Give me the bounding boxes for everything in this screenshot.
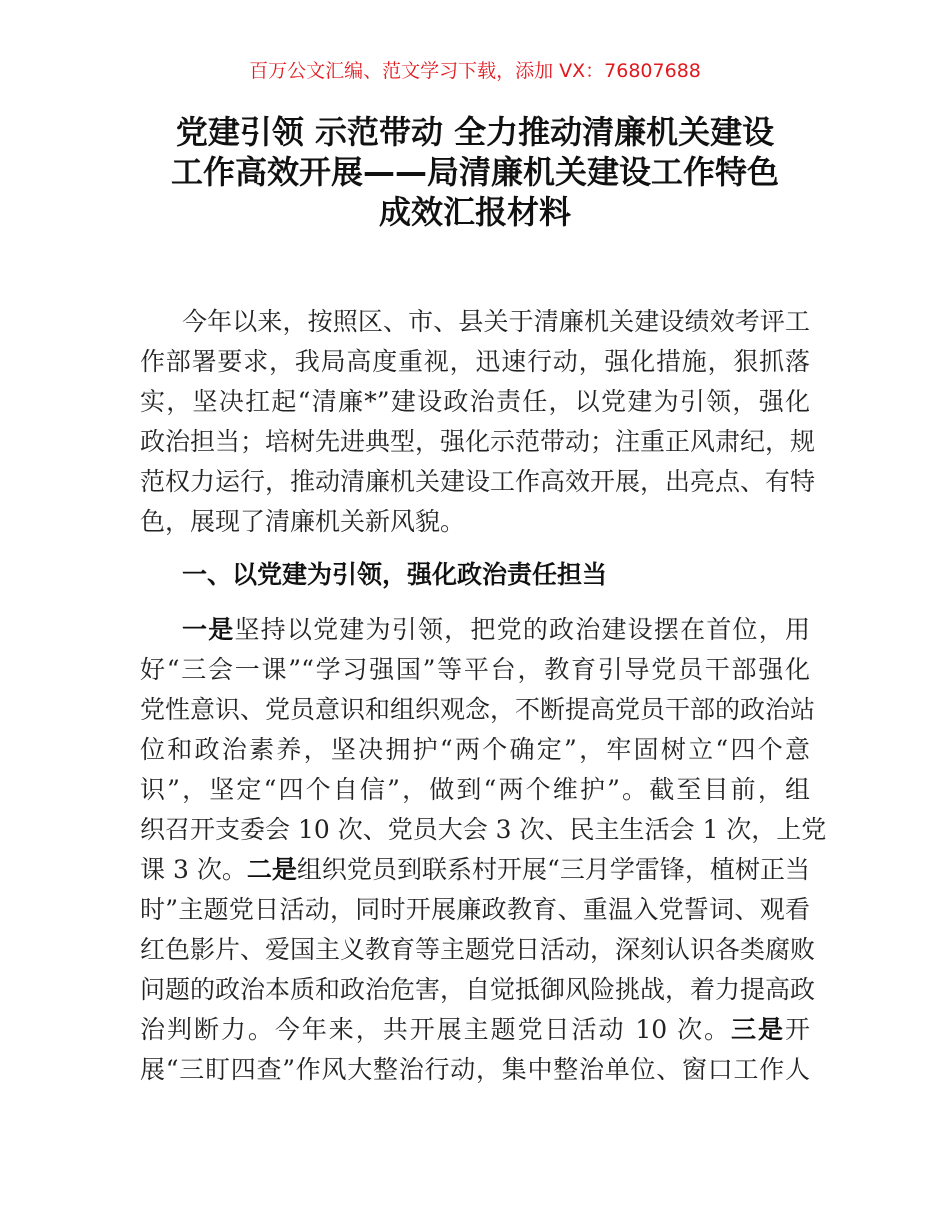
- text-run: 治判断力。今年来，共开展主题党日活动 10 次。: [140, 1015, 732, 1044]
- watermark-banner: 百万公文汇编、范文学习下载，添加 VX：76807688: [249, 60, 701, 82]
- text-line: [140, 650, 810, 690]
- bold-text: 一、以党建为引领，强化政治责任担当: [182, 560, 608, 589]
- text-line: [140, 690, 816, 730]
- text-line: [140, 302, 810, 342]
- text-run: 织召开支委会 10 次、党员大会 3 次、民主生活会 1 次，上党: [140, 815, 827, 844]
- text-line: [140, 810, 827, 850]
- text-run: 展“三盯四查”作风大整治行动，集中整治单位、窗口工作人: [140, 1055, 810, 1084]
- title-line: 党建引领 示范带动 全力推动清廉机关建设: [175, 113, 775, 151]
- text-line: [140, 610, 810, 650]
- text-run: 时”主题党日活动，同时开展廉政教育、重温入党誓词、观看: [140, 895, 810, 924]
- text-run: 识”，坚定“四个自信”，做到“两个维护”。截至目前，组: [140, 775, 810, 804]
- text-line: [140, 770, 810, 810]
- text-run: 实，坚决扛起“清廉*”建设政治责任，以党建为引领，强化: [140, 387, 810, 416]
- bold-text: 三是: [731, 1015, 785, 1044]
- bold-text: 一是: [182, 615, 235, 644]
- text-run: 坚持以党建为引领，把党的政治建设摆在首位，用: [234, 615, 810, 644]
- text-run: 组织党员到联系村开展“三月学雷锋，植树正当: [296, 855, 810, 884]
- text-line: [140, 730, 810, 770]
- text-run: 作部署要求，我局高度重视，迅速行动，强化措施，狠抓落: [140, 347, 810, 376]
- document-title: [140, 112, 810, 232]
- text-run: 位和政治素养，坚决拥护“两个确定”，牢固树立“四个意: [140, 735, 810, 764]
- text-run: 开: [784, 1015, 810, 1044]
- text-run: 好“三会一课”“学习强国”等平台，教育引导党员干部强化: [140, 655, 810, 684]
- title-line: 成效汇报材料: [378, 193, 571, 231]
- text-run: 色，展现了清廉机关新风貌。: [140, 507, 466, 536]
- text-line: [140, 342, 810, 382]
- text-run: 党性意识、党员意识和组织观念，不断提高党员干部的政治站: [140, 695, 816, 724]
- text-line: [140, 462, 816, 502]
- text-run: 范权力运行，推动清廉机关建设工作高效开展，出亮点、有特: [140, 467, 816, 496]
- section-heading: [140, 555, 810, 595]
- text-line: [140, 850, 810, 890]
- text-line: [140, 422, 816, 462]
- text-run: 问题的政治本质和政治危害，自觉抵御风险挑战，着力提高政: [140, 975, 816, 1004]
- text-line: [140, 555, 810, 595]
- text-line: [140, 930, 816, 970]
- text-line: [140, 1050, 810, 1090]
- text-line: [140, 382, 810, 422]
- title-line: 工作高效开展——局清廉机关建设工作特色: [170, 153, 779, 191]
- text-line: [140, 502, 810, 542]
- text-run: 红色影片、爱国主义教育等主题党日活动，深刻认识各类腐败: [140, 935, 816, 964]
- text-run: 课 3 次。: [140, 855, 247, 884]
- text-line: [140, 890, 810, 930]
- text-line: [140, 970, 816, 1010]
- intro-paragraph: [140, 302, 816, 542]
- bold-text: 二是: [246, 855, 297, 884]
- text-run: 政治担当；培树先进典型，强化示范带动；注重正风肃纪，规: [140, 427, 816, 456]
- section-paragraph: [140, 610, 827, 1090]
- text-run: 今年以来，按照区、市、县关于清廉机关建设绩效考评工: [182, 307, 810, 336]
- text-line: [140, 1010, 810, 1050]
